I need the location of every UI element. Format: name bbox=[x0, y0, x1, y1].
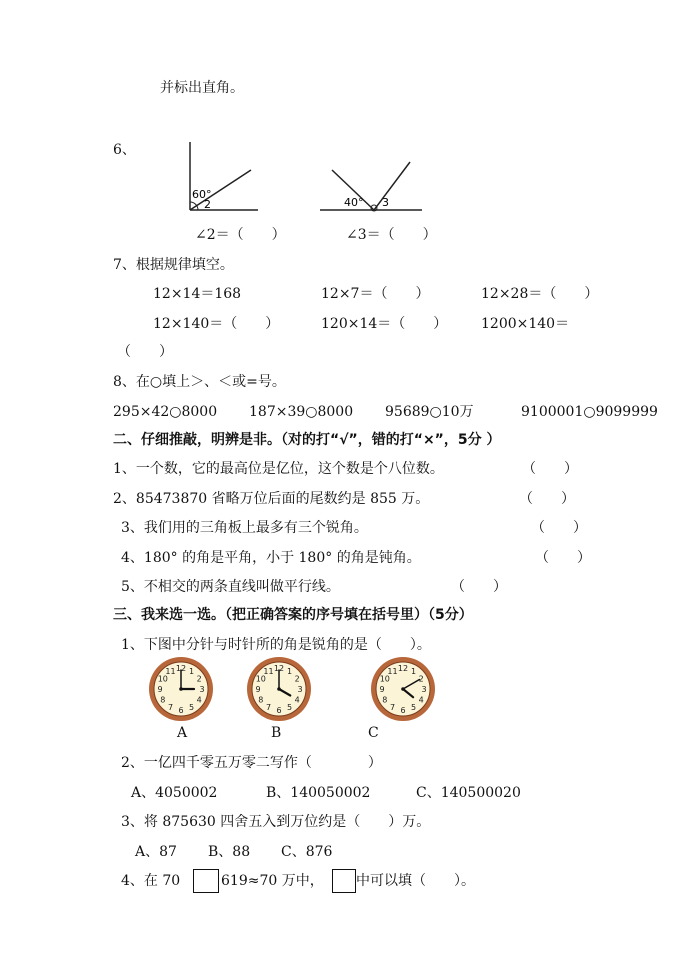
q6-number: 6、 bbox=[113, 142, 136, 158]
q7-item: 1200×140＝ bbox=[481, 316, 570, 332]
clock-numeral: 2 bbox=[196, 674, 202, 684]
clock-center bbox=[179, 687, 183, 691]
choice-option: B、140050002 bbox=[266, 785, 371, 801]
clock-numeral: 2 bbox=[418, 674, 424, 684]
clock-numeral: 8 bbox=[258, 695, 264, 705]
angle-figure-2 bbox=[318, 140, 428, 212]
clock-numeral: 4 bbox=[294, 695, 300, 705]
clock-numeral: 12 bbox=[175, 664, 187, 673]
clock-numeral: 11 bbox=[165, 666, 176, 676]
clock-numeral: 5 bbox=[410, 703, 417, 713]
choice-q1: 1、下图中分针与时针所的角是锐角的是（ ）。 bbox=[121, 637, 431, 653]
clock-numeral: 10 bbox=[157, 674, 168, 684]
clock-numeral: 9 bbox=[157, 685, 163, 694]
clock-numeral: 7 bbox=[167, 703, 174, 713]
clock-numeral: 10 bbox=[255, 674, 266, 684]
q7-item: 12×140＝（ ） bbox=[153, 316, 280, 332]
q8-item: 295×42○8000 bbox=[113, 404, 218, 420]
q7-wrap-paren: （ ） bbox=[117, 344, 173, 360]
choice-option: C、876 bbox=[281, 844, 333, 860]
judge-item: 4、180° 的角是平角，小于 180° 的角是钝角。 bbox=[121, 550, 421, 566]
q7-item: 120×14＝（ ） bbox=[321, 316, 448, 332]
clock-numeral: 2 bbox=[294, 674, 300, 684]
choice-q4-part3: 中可以填（ ）。 bbox=[356, 873, 475, 889]
clock-numeral: 9 bbox=[255, 685, 261, 694]
blank-box bbox=[332, 869, 356, 893]
clock-label: C bbox=[368, 725, 379, 741]
section-3-heading: 三、我来选一选。（把正确答案的序号填在括号里）（5分） bbox=[113, 607, 473, 623]
angle-40-label: 40° bbox=[344, 196, 364, 209]
q8-item: 95689○10万 bbox=[385, 404, 474, 420]
clock-numeral: 4 bbox=[418, 695, 424, 705]
clock-c bbox=[369, 655, 437, 723]
judge-item: 3、我们用的三角板上最多有三个锐角。 bbox=[121, 520, 368, 536]
clock-numeral: 7 bbox=[265, 703, 272, 713]
judge-paren: （ ） bbox=[531, 520, 587, 536]
judge-paren: （ ） bbox=[522, 461, 578, 477]
clock-numeral: 12 bbox=[273, 664, 285, 673]
clock-numeral: 9 bbox=[379, 685, 385, 694]
clock-numeral: 8 bbox=[160, 695, 166, 705]
clock-numeral: 12 bbox=[397, 664, 409, 673]
angle-3-label: 3 bbox=[382, 196, 389, 209]
clock-numeral: 3 bbox=[199, 685, 205, 694]
q8-item: 9100001○9099999 bbox=[521, 404, 658, 420]
judge-paren: （ ） bbox=[535, 550, 591, 566]
angle-2-label: 2 bbox=[204, 198, 211, 211]
clock-numeral: 5 bbox=[188, 703, 195, 713]
choice-option: A、87 bbox=[135, 844, 177, 860]
q6-answer-2: ∠2＝（ ） bbox=[195, 227, 286, 243]
clock-numeral: 1 bbox=[188, 666, 195, 676]
choice-option: B、88 bbox=[208, 844, 251, 860]
clock-numeral: 5 bbox=[286, 703, 293, 713]
clock-numeral: 6 bbox=[400, 706, 406, 715]
clock-numeral: 11 bbox=[263, 666, 274, 676]
clock-numeral: 7 bbox=[389, 703, 396, 713]
choice-q2: 2、一亿四千零五万零二写作（ ） bbox=[121, 755, 382, 771]
angle-60-label: 60° bbox=[192, 188, 212, 201]
clock-numeral: 6 bbox=[276, 706, 282, 715]
judge-item: 1、一个数，它的最高位是亿位，这个数是个八位数。 bbox=[113, 461, 444, 477]
clock-numeral: 8 bbox=[382, 695, 388, 705]
clock-numeral: 10 bbox=[379, 674, 390, 684]
clock-center bbox=[277, 687, 281, 691]
clock-numeral: 3 bbox=[297, 685, 303, 694]
clock-a bbox=[147, 655, 215, 723]
blank-box bbox=[193, 869, 219, 893]
q8-item: 187×39○8000 bbox=[249, 404, 354, 420]
q6-answer-3: ∠3＝（ ） bbox=[346, 227, 437, 243]
continuation-text: 并标出直角。 bbox=[160, 80, 244, 96]
choice-option: C、140500020 bbox=[416, 785, 521, 801]
q7-item: 12×7＝（ ） bbox=[321, 286, 430, 302]
judge-item: 2、85473870 省略万位后面的尾数约是 855 万。 bbox=[113, 491, 430, 507]
q7-item: 12×14＝168 bbox=[153, 286, 242, 302]
clock-numeral: 1 bbox=[410, 666, 417, 676]
clock-label: A bbox=[177, 725, 188, 741]
clock-numeral: 3 bbox=[421, 685, 427, 694]
judge-paren: （ ） bbox=[519, 491, 575, 507]
clock-numeral: 11 bbox=[387, 666, 398, 676]
choice-option: A、4050002 bbox=[131, 785, 218, 801]
q7-title: 7、根据规律填空。 bbox=[113, 257, 234, 273]
clock-numeral: 4 bbox=[196, 695, 202, 705]
angle-figure-1 bbox=[186, 140, 266, 212]
clock-label: B bbox=[271, 725, 282, 741]
choice-q4-part1: 4、在 70 bbox=[121, 873, 181, 889]
clock-center bbox=[401, 687, 405, 691]
section-2-heading: 二、仔细推敲，明辨是非。（对的打“√”，错的打“×”，5分 ） bbox=[113, 432, 501, 448]
clock-b bbox=[245, 655, 313, 723]
judge-paren: （ ） bbox=[451, 579, 507, 595]
clock-numeral: 1 bbox=[286, 666, 293, 676]
q8-title: 8、在○填上＞、＜或=号。 bbox=[113, 374, 286, 390]
choice-q4-part2: 619≈70 万中， bbox=[221, 873, 324, 889]
clock-numeral: 6 bbox=[178, 706, 184, 715]
choice-q3: 3、将 875630 四舍五入到万位约是（ ）万。 bbox=[121, 814, 431, 830]
q7-item: 12×28＝（ ） bbox=[481, 286, 599, 302]
judge-item: 5、不相交的两条直线叫做平行线。 bbox=[121, 579, 340, 595]
